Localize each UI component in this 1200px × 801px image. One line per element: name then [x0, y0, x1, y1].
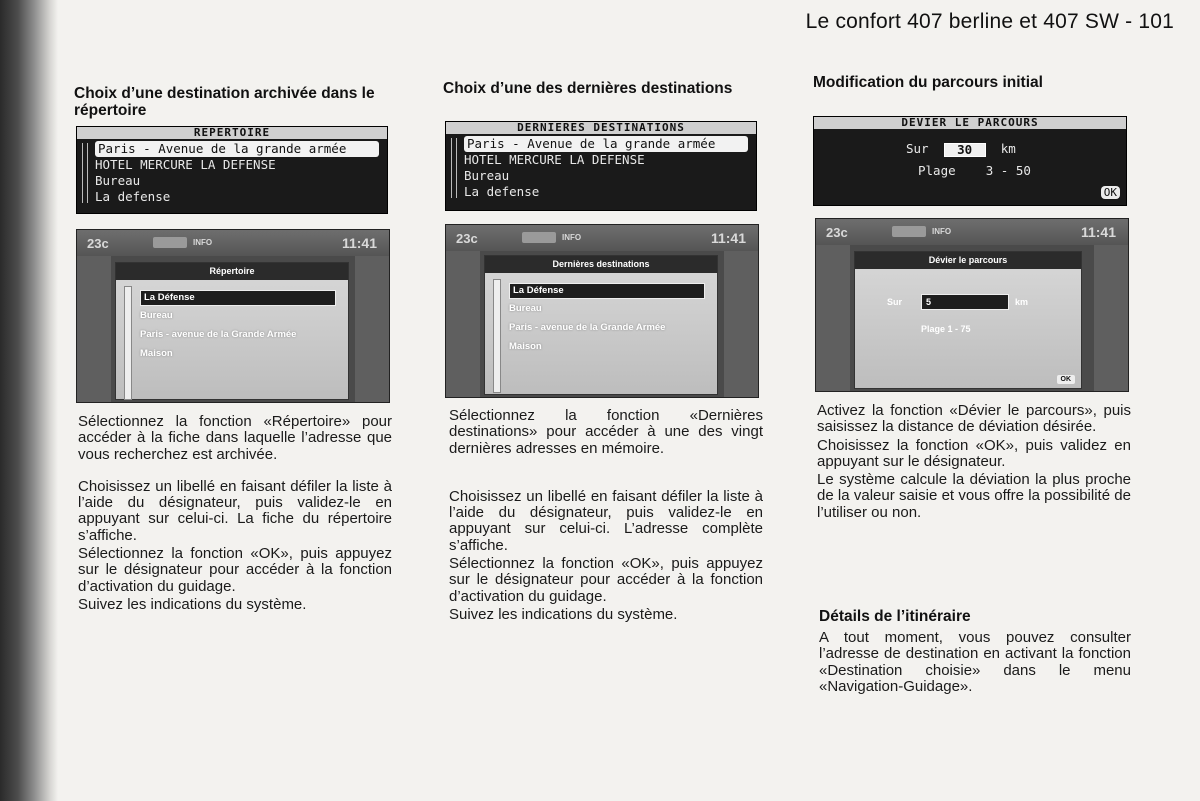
status-bar — [77, 230, 389, 256]
dialog-scrollbar[interactable] — [493, 279, 501, 393]
lcd-list-item[interactable]: HOTEL MERCURE LA DEFENSE — [464, 152, 645, 167]
section-title: Choix d’une destination archivée dans le répertoire — [74, 85, 375, 119]
paragraph: Activez la fonction «Dévier le parcours», puis saisissez la distance de déviation désirée. — [817, 402, 1131, 436]
lcd-title: DEVIER LE PARCOURS — [814, 117, 1126, 129]
distance-input[interactable]: 5 — [921, 294, 1009, 310]
unit-label: km — [1015, 297, 1029, 307]
unit-label: km — [1000, 141, 1016, 156]
status-bar — [446, 225, 758, 251]
plage-row — [918, 163, 1031, 178]
ok-button[interactable]: OK — [1101, 186, 1120, 199]
lcd-title: DERNIERES DESTINATIONS — [446, 122, 756, 134]
lcd-display — [445, 121, 757, 211]
dialog-repertoire — [115, 262, 349, 400]
color-screen — [815, 218, 1129, 392]
dialog-dernieres-destinations — [484, 255, 718, 395]
lcd-list — [77, 139, 387, 205]
scrollbar — [82, 143, 88, 203]
paragraph: Suivez les indications du système. — [449, 605, 678, 623]
dialog-scrollbar[interactable] — [124, 286, 132, 400]
dialog-title: Dernières destinations — [485, 256, 717, 273]
dialog-list-item[interactable]: La Défense — [509, 283, 705, 299]
subsection-title: Détails de l’itinéraire — [819, 608, 971, 625]
section-title: Choix d’une des dernières destinations — [443, 80, 733, 97]
scrollbar — [451, 138, 457, 198]
ok-button[interactable]: OK — [1057, 375, 1076, 384]
dialog-list-item[interactable]: Paris - avenue de la Grande Armée — [509, 322, 666, 333]
screen-side-right — [724, 251, 758, 397]
dialog-devier-parcours — [854, 251, 1082, 389]
info-chip — [522, 232, 556, 243]
lcd-list-item[interactable]: La defense — [464, 184, 540, 199]
plage-label: Plage — [918, 163, 956, 178]
lcd-list-item[interactable]: Bureau — [95, 173, 141, 188]
paragraph: Le système calcule la déviation la plus proche de la valeur saisie et vous offre la possibilité de l’utiliser ou non. — [817, 471, 1131, 521]
paragraph: A tout moment, vous pouvez consulter l’adresse de destination en activant la fonction «Destination choisie» dans le menu «Navigation-Guidage». — [819, 629, 1131, 695]
screen-side-right — [355, 256, 389, 402]
dialog-list-item[interactable]: Bureau — [509, 303, 542, 314]
color-screen — [445, 224, 759, 398]
lcd-display — [813, 116, 1127, 206]
lcd-list-item[interactable]: Bureau — [464, 168, 510, 183]
body-text — [817, 403, 1131, 523]
body-text — [449, 408, 763, 625]
info-label: INFO — [932, 227, 952, 236]
dialog-list-item[interactable]: Paris - avenue de la Grande Armée — [140, 329, 297, 340]
lcd-list-item[interactable]: HOTEL MERCURE LA DEFENSE — [95, 157, 276, 172]
dialog-list-item[interactable]: Maison — [509, 341, 542, 352]
paragraph: Choisissez un libellé en faisant défiler la liste à l’aide du désignateur, puis validez-le en appuyant sur celui-ci. L’adresse complète s’affiche. — [449, 487, 763, 554]
status-bar — [816, 219, 1128, 245]
paragraph: Sélectionnez la fonction «OK», puis appuyez sur le désignateur pour accéder à la fonction d’activation du guidage. — [449, 555, 763, 605]
plage-label: Plage 1 - 75 — [921, 324, 971, 334]
lcd-list — [446, 134, 756, 200]
lcd-list-item[interactable]: Paris - Avenue de la grande armée — [95, 141, 379, 157]
paragraph: Choisissez la fonction «OK», puis validez en appuyant sur le désignateur. — [817, 436, 1131, 470]
temperature: 23c — [456, 231, 478, 246]
lcd-list-item[interactable]: Paris - Avenue de la grande armée — [464, 136, 748, 152]
binding-shadow — [0, 0, 58, 801]
color-screen — [76, 229, 390, 403]
distance-input[interactable]: 30 — [944, 143, 986, 157]
dialog-list-item[interactable]: Bureau — [140, 310, 173, 321]
section-title: Modification du parcours initial — [813, 74, 1043, 91]
temperature: 23c — [826, 225, 848, 240]
body-text — [78, 414, 392, 615]
page-header: Le confort 407 berline et 407 SW - 101 — [805, 10, 1174, 33]
paragraph: Choisissez un libellé en faisant défiler la liste à l’aide du désignateur, puis validez-le en appuyant sur celui-ci. La fiche du répertoire s’affiche. — [78, 477, 392, 544]
sur-label: Sur — [887, 297, 903, 307]
subsection-text — [819, 630, 1131, 697]
dialog-title: Dévier le parcours — [855, 252, 1081, 269]
temperature: 23c — [87, 236, 109, 251]
lcd-display — [76, 126, 388, 214]
dialog-list — [485, 273, 717, 356]
dialog-list-item[interactable]: La Défense — [140, 290, 336, 306]
paragraph: Sélectionnez la fonction «Dernières destinations» pour accéder à une des vingt dernières adresses en mémoire. — [449, 407, 763, 457]
sur-label: Sur — [906, 141, 929, 156]
dialog-title: Répertoire — [116, 263, 348, 280]
lcd-list-item[interactable]: La defense — [95, 189, 171, 204]
info-label: INFO — [562, 233, 582, 242]
paragraph: Sélectionnez la fonction «Répertoire» pour accéder à la fiche dans laquelle l’adresse que vous recherchez est archivée. — [78, 413, 392, 463]
dialog-list — [116, 280, 348, 363]
paragraph: Suivez les indications du système. — [78, 595, 307, 613]
screen-side-left — [816, 245, 850, 391]
info-chip — [892, 226, 926, 237]
info-label: INFO — [193, 238, 213, 247]
sur-row — [906, 141, 1016, 157]
screen-side-right — [1094, 245, 1128, 391]
screen-side-left — [77, 256, 111, 402]
dialog-list-item[interactable]: Maison — [140, 348, 173, 359]
info-chip — [153, 237, 187, 248]
paragraph: Sélectionnez la fonction «OK», puis appuyez sur le désignateur pour accéder à la fonction d’activation du guidage. — [78, 545, 392, 595]
screen-side-left — [446, 251, 480, 397]
clock: 11:41 — [710, 230, 746, 246]
clock: 11:41 — [341, 235, 377, 251]
lcd-title: REPERTOIRE — [77, 127, 387, 139]
plage-value: 3 - 50 — [985, 163, 1031, 178]
clock: 11:41 — [1080, 224, 1116, 240]
